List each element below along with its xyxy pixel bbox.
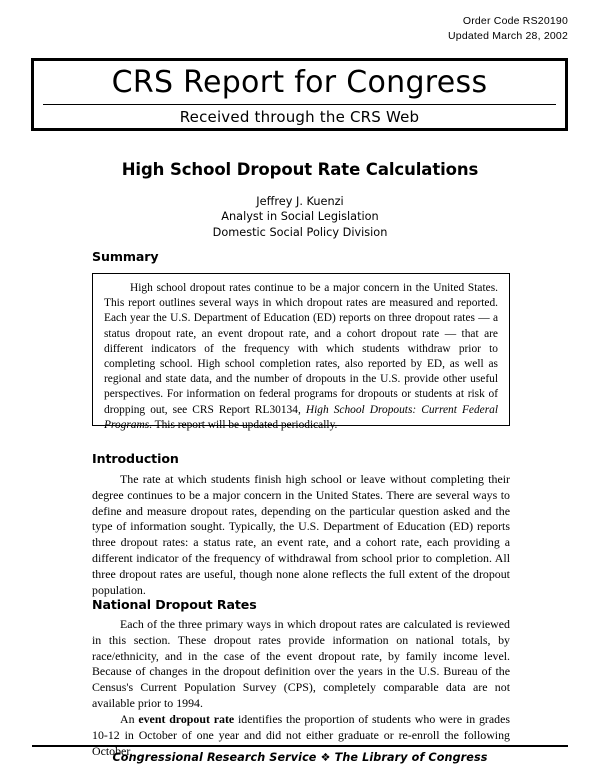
event-dropout-rate-term: event dropout rate: [138, 712, 235, 726]
heading-summary: Summary: [92, 249, 159, 264]
author-name: Jeffrey J. Kuenzi: [256, 195, 344, 208]
paragraph-introduction: The rate at which students finish high school or leave without completing their degree continues to be a major concern in the United States. There are several ways to define and measure dropout rates, depending on the particular question asked and the type of information sought. Typically, the U.S. Department of Education (ED) reports three dropout rates: a status rate, an event rate, and a cohort rate, each providing a different indicator of the frequency of withdrawal from school prior to completion. All three dropout rates are useful, though none alone reflects the full extent of the dropout population.: [92, 472, 510, 597]
summary-cited-report-title: High School Dropouts: Current Federal Programs: [104, 403, 498, 431]
page-title: High School Dropout Rate Calculations: [121, 160, 479, 179]
crs-banner-subtitle: Received through the CRS Web: [179, 108, 420, 126]
byline: [32, 194, 568, 240]
order-code: Order Code RS20190: [462, 15, 568, 27]
crs-banner: [31, 58, 568, 131]
crs-banner-divider: [43, 104, 556, 105]
footer: [32, 750, 568, 765]
author-role: Analyst in Social Legislation: [221, 210, 379, 224]
paragraph-national-dropout-rates: Each of the three primary ways in which dropout rates are calculated is reviewed in this section. These dropout rates provide information on national totals, by race/ethnicity, and in the case of the event dropout rate, by family income level. Because of changes in the dropout definition over the years in the U.S. Bureau of the Census's Current Population Survey (CPS), completely comparable data are not available prior to 1994.: [92, 617, 510, 710]
event-paragraph-part2: identifies the proportion of students who were in grades 10-12 in October of one year and did not either graduate or re-enroll the following October.: [92, 712, 511, 758]
author-division: Domestic Social Policy Division: [212, 225, 388, 239]
document-meta: [448, 14, 568, 43]
summary-text-part2: . This report will be updated periodically.: [149, 418, 338, 431]
updated-date: Updated March 28, 2002: [448, 29, 568, 42]
heading-national-dropout-rates: National Dropout Rates: [92, 597, 257, 612]
summary-box: [92, 273, 510, 431]
crs-banner-title: CRS Report for Congress: [111, 65, 488, 100]
summary-text: [104, 281, 498, 433]
footer-agency: Congressional Research Service: [112, 751, 317, 764]
event-paragraph-part1: An: [120, 712, 139, 726]
diamond-icon: ❖: [320, 751, 331, 764]
summary-text-part1: High school dropout rates continue to be a major concern in the United States. This report outlines several ways in which dropout rates are measured and reported. Each year the U.S. Department of Education (ED) reports on three dropout rates — a status dropout rate, an event dropout rate, and a cohort dropout rate — that are different indicators of the frequency with which students withdraw prior to completing school. High school completion rates, also reported by ED, as well as regional and state data, and the number of dropouts in the U.S. provide other useful perspectives. For information on federal programs for dropouts or students at risk of dropping out, see CRS Report RL30134,: [104, 282, 498, 416]
heading-introduction: Introduction: [92, 451, 179, 466]
footer-institution: The Library of Congress: [334, 751, 488, 764]
footer-divider: [32, 745, 568, 747]
